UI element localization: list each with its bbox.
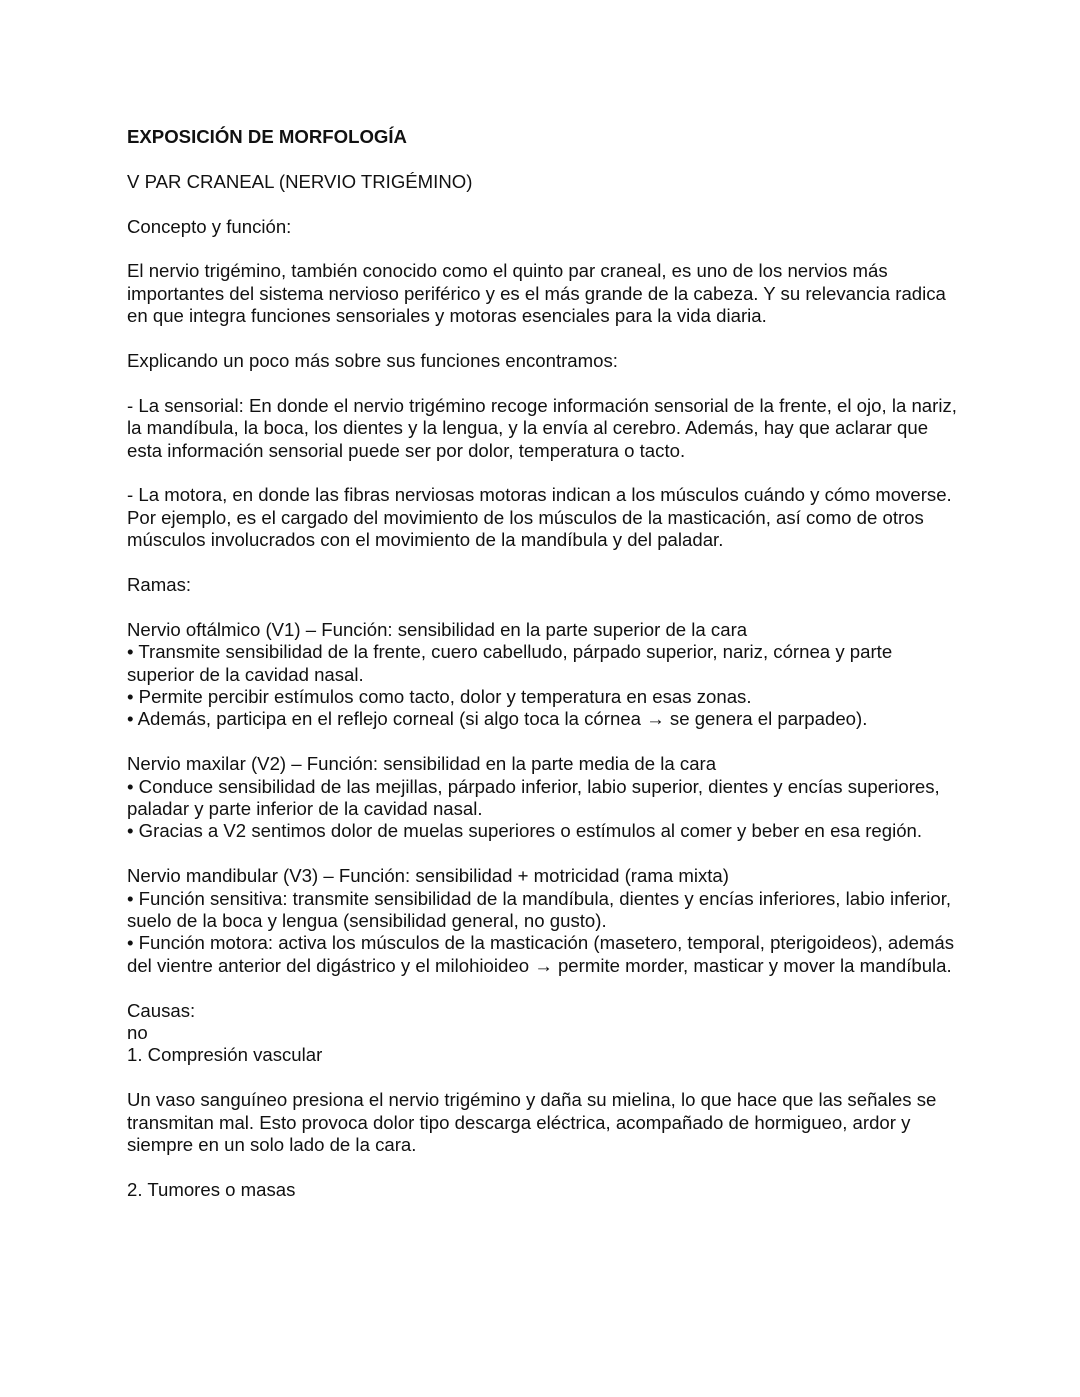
document-subtitle: V PAR CRANEAL (NERVIO TRIGÉMINO) <box>127 170 473 192</box>
branch-bullet: • Gracias a V2 sentimos dolor de muelas superiores o estímulos al comer y beber en esa región. <box>127 820 923 842</box>
motor-paragraph: - La motora, en donde las fibras nerviosas motoras indican a los músculos cuándo y cómo moverse. Por ejemplo, es el cargado del movimiento de los músculos de la masticación, así como de otros músculos involucrados con el movimiento de la mandíbula y del paladar. <box>127 484 952 551</box>
branch-heading: Nervio mandibular (V3) – Función: sensibilidad + motricidad (rama mixta) <box>127 865 729 887</box>
sensory-paragraph: - La sensorial: En donde el nervio trigémino recoge información sensorial de la frente, el ojo, la nariz, la mandíbula, la boca, los dientes y la lengua, y la envía al cerebro. Además, hay que aclarar que esta información sensorial puede ser por dolor, temperatura o tacto. <box>127 394 957 461</box>
document-title: EXPOSICIÓN DE MORFOLOGÍA <box>127 126 407 147</box>
branch-bullet: • Conduce sensibilidad de las mejillas, párpado inferior, labio superior, dientes y encías superiores, paladar y parte inferior de la cavidad nasal. <box>127 775 940 820</box>
branch-bullet: • Permite percibir estímulos como tacto, dolor y temperatura en esas zonas. <box>127 686 752 708</box>
cause-1-paragraph: Un vaso sanguíneo presiona el nervio trigémino y daña su mielina, lo que hace que las señales se transmitan mal. Esto provoca dolor tipo descarga eléctrica, acompañado de hormigueo, ardor y siempre en un solo lado de la cara. <box>127 1089 937 1156</box>
branch-bullet: • Además, participa en el reflejo corneal (si algo toca la córnea → se genera el parpadeo). <box>127 708 868 730</box>
branch-ophthalmic <box>127 619 957 731</box>
branch-heading: Nervio maxilar (V2) – Función: sensibilidad en la parte media de la cara <box>127 753 717 775</box>
branch-maxillary <box>127 753 957 843</box>
functions-intro: Explicando un poco más sobre sus funciones encontramos: <box>127 350 618 371</box>
concept-heading: Concepto y función: <box>127 215 292 237</box>
branch-mandibular <box>127 865 957 977</box>
intro-paragraph: El nervio trigémino, también conocido como el quinto par craneal, es uno de los nervios más importantes del sistema nervioso periférico y es el más grande de la cabeza. Y su relevancia radica en que integra funciones sensoriales y motoras esenciales para la vida diaria. <box>127 260 946 327</box>
branch-bullet: • Función sensitiva: transmite sensibilidad de la mandíbula, dientes y encías inferiores, labio inferior, suelo de la boca y lengua (sensibilidad general, no gusto). <box>127 887 952 932</box>
causes-heading: Causas: <box>127 999 196 1021</box>
branches-heading: Ramas: <box>127 574 192 596</box>
causes-note: no <box>127 1022 148 1044</box>
cause-2-heading: 2. Tumores o masas <box>127 1178 296 1200</box>
document-body <box>127 126 957 1224</box>
branch-bullet: • Transmite sensibilidad de la frente, cuero cabelludo, párpado superior, nariz, córnea y parte superior de la cavidad nasal. <box>127 641 893 685</box>
cause-1-heading: 1. Compresión vascular <box>127 1044 323 1066</box>
branch-bullet: • Función motora: activa los músculos de la masticación (masetero, temporal, pterigoideos), además del vientre anterior del digástrico y el milohioideo → permite morder, masticar y mover la mandíbula. <box>127 932 955 976</box>
causes-section <box>127 1000 957 1067</box>
branch-heading: Nervio oftálmico (V1) – Función: sensibilidad en la parte superior de la cara <box>127 618 748 640</box>
